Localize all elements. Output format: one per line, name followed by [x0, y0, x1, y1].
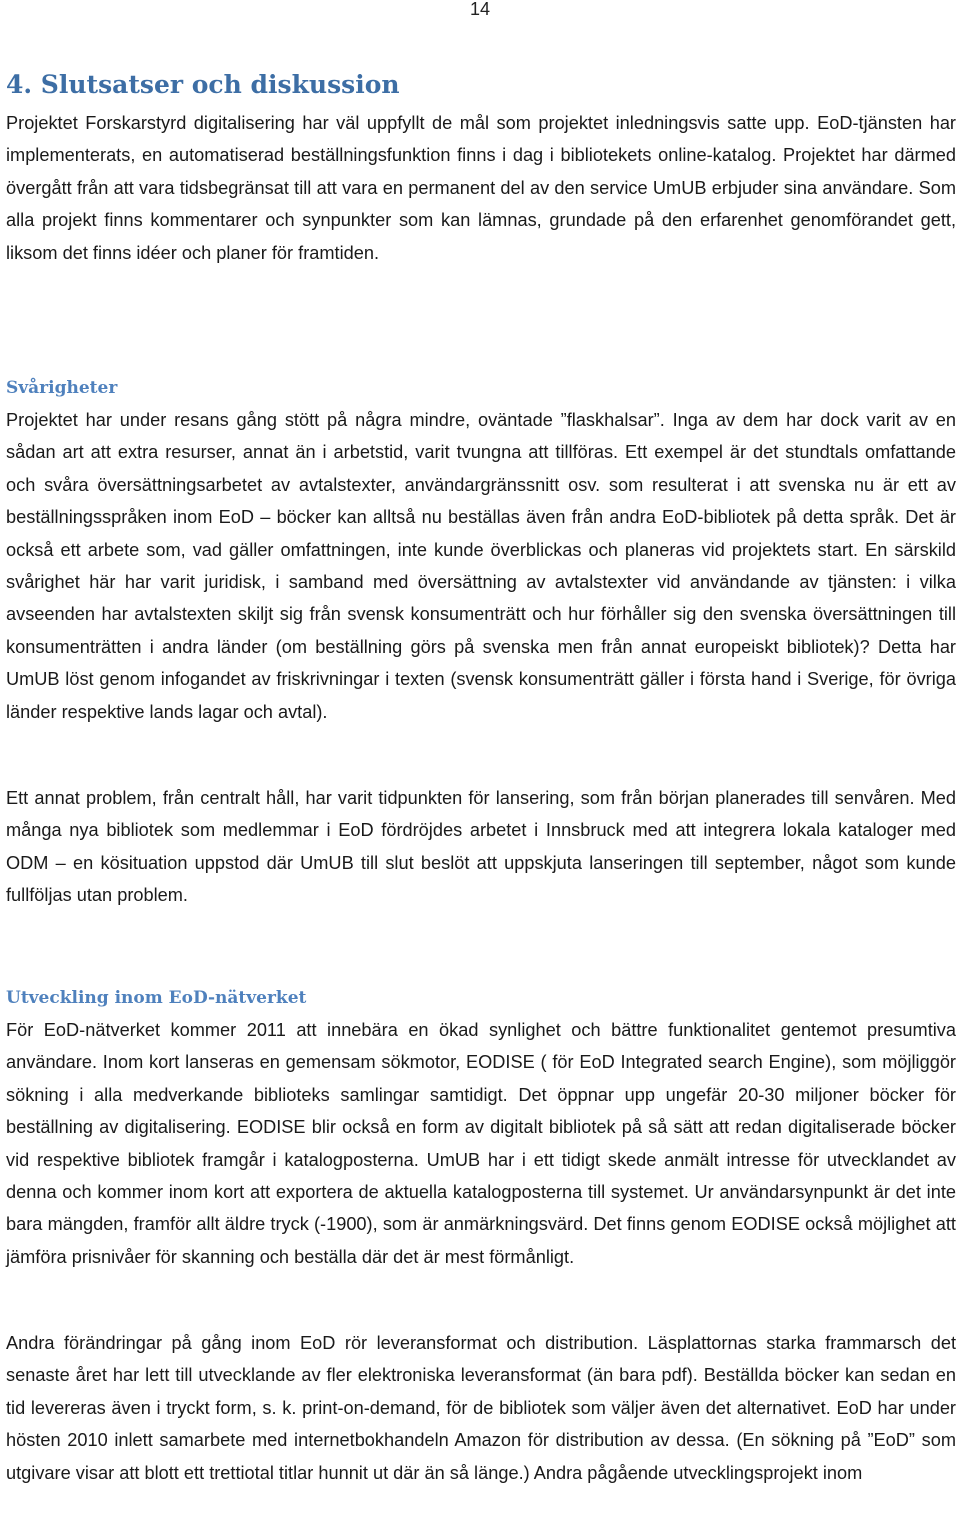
- difficulties-paragraph-2: Ett annat problem, från centralt håll, har varit tidpunkten för lansering, som från början planerades till senvåren. Med många nya bibliotek som medlemmar i EoD fördröjdes arbetet i Innsbruck med att integrera lokala kataloger med ODM – en kösituation uppstod där UmUB till slut beslöt att uppskjuta lanseringen till september, något som kunde fullföljas utan problem.: [6, 788, 956, 906]
- development-paragraph-1: För EoD-nätverket kommer 2011 att innebära en ökad synlighet och bättre funktionalitet gentemot presumtiva användare. Inom kort lanseras en gemensam sökmotor, EODISE ( för EoD Integrated search Engine), som möjliggör sökning i alla medverkande biblioteks samlingar samtidigt. Det öppnar upp ungefär 20-30 miljoner böcker för beställning av digitalisering. EODISE blir också en form av digitalt bibliotek på så sätt att redan digitaliserade böcker vid respektive bibliotek framgår i katalogposterna. UmUB har i ett tidigt skede anmält intresse för utvecklandet av denna och kommer inom kort att exportera de aktuella katalogposterna till systemet. Ur användarsynpunkt är det inte bara mängden, framför allt äldre tryck (-1900), som är anmärkningsvärd. Det finns genom EODISE också möjlighet att jämföra prisnivåer för skanning och beställa där det är mest förmånligt.: [6, 1020, 956, 1267]
- section-heading: 4. Slutsatser och diskussion: [6, 70, 400, 99]
- subheading-difficulties: Svårigheter: [6, 378, 118, 398]
- intro-paragraph: Projektet Forskarstyrd digitalisering har väl uppfyllt de mål som projektet inledningsvis satte upp. EoD-tjänsten har implementerats, en automatiserad beställningsfunktion finns i dag i bibliotekets online-katalog. Projektet har därmed övergått från att vara tidsbegränsat till att vara en permanent del av den service UmUB erbjuder sina användare. Som alla projekt finns kommentarer och synpunkter som kan lämnas, grundade på den erfarenhet genomförandet gett, liksom det finns idéer och planer för framtiden.: [6, 113, 956, 263]
- development-paragraph-2: Andra förändringar på gång inom EoD rör leveransformat och distribution. Läsplattornas starka frammarsch det senaste året har lett till utvecklande av fler elektroniska leveransformat (än bara pdf). Beställda böcker kan sedan en tid levereras även i tryckt form, s. k. print-on-demand, för de bibliotek som väljer även det alternativet. EoD har under hösten 2010 inlett samarbete med internetbokhandeln Amazon för distribution av dessa. (En sökning på ”EoD” som utgivare visar att blott ett trettiotal titlar hunnit ut där än så länge.) Andra pågående utvecklingsprojekt inom: [6, 1333, 956, 1483]
- subheading-development: Utveckling inom EoD-nätverket: [6, 988, 307, 1008]
- page-number: 14: [469, 0, 491, 19]
- difficulties-paragraph-1: Projektet har under resans gång stött på några mindre, oväntade ”flaskhalsar”. Inga av dem har dock varit av en sådan art att extra resurser, annat än i arbetstid, varit tvungna att tillföras. Ett exempel är det stundtals omfattande och svåra översättningsarbetet av avtalstexter, användargränssnitt osv. som resulterat i att svenska nu är ett av beställningsspråken inom EoD – böcker kan alltså nu beställas även från andra EoD-bibliotek på detta språk. Det är också ett arbete som, vad gäller omfattningen, inte kunde överblickas och planeras vid projektets start. En särskild svårighet här har varit juridisk, i samband med översättning av avtalstexter vid användande av tjänsten: i vilka avseenden har avtalstexten skiljt sig från svensk konsumenträtt och hur förhåller sig den svenska översättningen till konsumenträtten i andra länder (om beställning görs på svenska men från annat europeiskt bibliotek)? Detta har UmUB löst genom infogandet av friskrivningar i texten (svensk konsumenträtt gäller i första hand i Sverige, för övriga länder respektive lands lagar och avtal).: [6, 410, 956, 722]
